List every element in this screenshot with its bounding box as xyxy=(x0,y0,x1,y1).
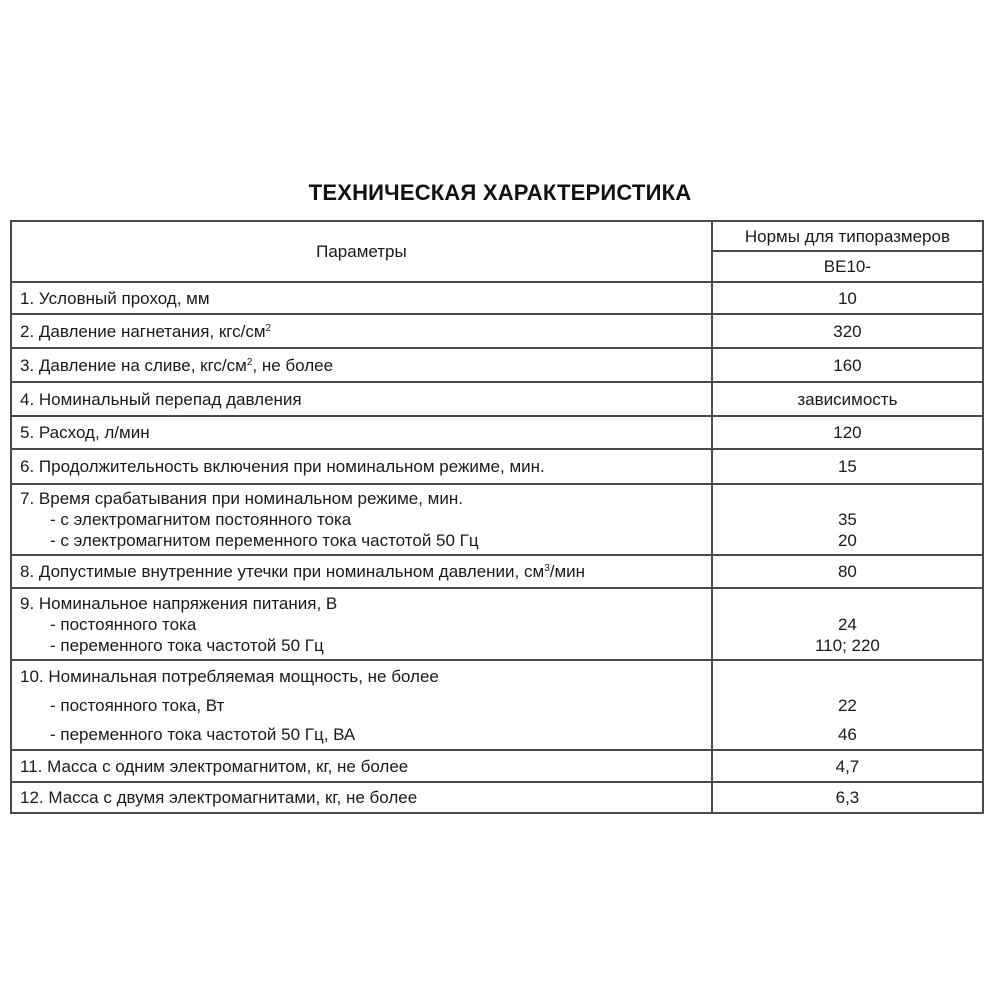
header-norms: Нормы для типоразмеров xyxy=(712,221,983,251)
param-value: 160 xyxy=(712,348,983,382)
param-label: 8. Допустимые внутренние утечки при номинальном давлении, $см^3$/мин xyxy=(11,555,712,588)
param-label: 6. Продолжительность включения при номинальном режиме, мин. xyxy=(11,449,712,484)
param-label: 10. Номинальная потребляемая мощность, не более - постоянного тока, Вт - переменного тока частотой 50 Гц, ВА xyxy=(11,660,712,750)
table-row xyxy=(11,449,983,484)
table-row xyxy=(11,555,983,588)
param-label: 4. Номинальный перепад давления xyxy=(11,382,712,416)
table-row xyxy=(11,416,983,449)
table-row xyxy=(11,782,983,813)
header-row xyxy=(11,221,983,251)
param-label: 3. Давление на сливе, кгс/$см^2$, не более xyxy=(11,348,712,382)
param-value: 15 xyxy=(712,449,983,484)
table-row xyxy=(11,282,983,314)
header-params: Параметры xyxy=(11,221,712,282)
param-value: 120 xyxy=(712,416,983,449)
page-title: ТЕХНИЧЕСКАЯ ХАРАКТЕРИСТИКА xyxy=(308,180,692,205)
param-value: 10 xyxy=(712,282,983,314)
param-value: 4,7 xyxy=(712,750,983,782)
table-row xyxy=(11,484,983,555)
table-row xyxy=(11,750,983,782)
param-value: 24 110; 220 xyxy=(712,588,983,660)
param-label: 5. Расход, л/мин xyxy=(11,416,712,449)
param-label: 7. Время срабатывания при номинальном режиме, мин. - с электромагнитом постоянного тока - с электромагнитом переменного тока частотой 50 Гц xyxy=(11,484,712,555)
param-value: 320 xyxy=(712,314,983,348)
param-value: 80 xyxy=(712,555,983,588)
param-value: 22 46 xyxy=(712,660,983,750)
table-row xyxy=(11,382,983,416)
param-label: 2. Давление нагнетания, кгс/$см^2$ xyxy=(11,314,712,348)
param-value: 6,3 xyxy=(712,782,983,813)
table-row xyxy=(11,660,983,750)
table-row xyxy=(11,314,983,348)
param-value: 35 20 xyxy=(712,484,983,555)
param-label: 1. Условный проход, мм xyxy=(11,282,712,314)
param-label: 12. Масса с двумя электромагнитами, кг, не более xyxy=(11,782,712,813)
param-value: зависимость xyxy=(712,382,983,416)
header-model: ВЕ10- xyxy=(712,251,983,282)
spec-table xyxy=(10,220,984,814)
table-row xyxy=(11,588,983,660)
param-label: 11. Масса с одним электромагнитом, кг, не более xyxy=(11,750,712,782)
table-row xyxy=(11,348,983,382)
param-label: 9. Номинальное напряжения питания, В - постоянного тока - переменного тока частотой 50 Гц xyxy=(11,588,712,660)
